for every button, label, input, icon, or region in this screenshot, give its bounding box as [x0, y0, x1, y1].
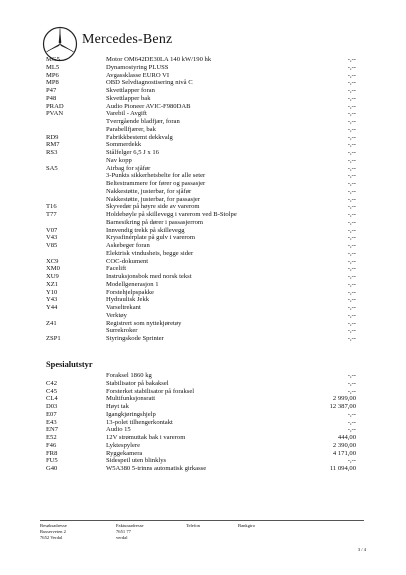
equipment-code: E52: [46, 434, 57, 441]
equipment-description: Barnesikring på dører i passasjerrom: [106, 218, 204, 226]
equipment-description: Nav kopp: [106, 156, 132, 164]
equipment-code: P47: [46, 87, 57, 94]
equipment-row: [0, 165, 406, 173]
equipment-price: -,--: [347, 280, 356, 288]
equipment-description: Skyvedør på høyre side av varerom: [106, 203, 200, 211]
equipment-price: -,--: [347, 410, 356, 418]
equipment-description: Forstehjelpspakke: [106, 288, 154, 296]
equipment-code: PVAN: [46, 110, 64, 118]
equipment-description: Parabellfjærer, bak: [106, 125, 156, 133]
equipment-price: -,--: [347, 335, 356, 342]
equipment-code: RM7: [46, 141, 60, 149]
equipment-row: [0, 134, 406, 142]
equipment-row: [0, 110, 406, 118]
equipment-description: Modellgenerasjon 1: [106, 280, 159, 288]
equipment-row: [0, 457, 406, 465]
equipment-code: Z41: [46, 319, 57, 327]
equipment-description: W5A380 5-trinns automatisk girkasse: [106, 465, 207, 472]
equipment-price: -,--: [347, 234, 356, 242]
equipment-price: -,--: [347, 387, 356, 395]
equipment-price: -,--: [347, 164, 356, 172]
equipment-code: ZSP1: [46, 335, 61, 342]
equipment-row: [0, 450, 406, 458]
equipment-price: -,--: [347, 311, 356, 319]
equipment-code: XU9: [46, 273, 59, 280]
equipment-code: C42: [46, 379, 57, 387]
equipment-description: Ryggekamera: [106, 449, 143, 457]
equipment-price: -,--: [347, 457, 356, 465]
equipment-price: -,--: [347, 418, 356, 426]
equipment-row: [0, 289, 406, 297]
equipment-row: [0, 304, 406, 312]
equipment-row: [0, 434, 406, 442]
equipment-price: -,--: [347, 87, 356, 94]
equipment-price: -,--: [347, 156, 356, 164]
equipment-row: [0, 118, 406, 126]
equipment-price: -,--: [347, 226, 356, 234]
footer-visit-address: [40, 523, 67, 541]
footer-visit-line1: Russerveien 2: [40, 529, 66, 534]
footer-invoice-address: [116, 523, 144, 541]
equipment-code: PRAD: [46, 102, 64, 110]
equipment-description: Audio Pioneer AVIC-F980DAB: [106, 102, 191, 110]
equipment-description: Surrekroker: [106, 327, 138, 335]
equipment-code: XZ1: [46, 280, 59, 288]
equipment-price: -,--: [347, 218, 356, 226]
equipment-code: G40: [46, 465, 58, 472]
equipment-price: -,--: [347, 195, 356, 203]
equipment-row: [0, 372, 406, 380]
equipment-code: P48: [46, 94, 57, 102]
equipment-price: -,--: [347, 304, 356, 311]
footer-visit-label: Besøksadresse: [40, 523, 67, 528]
equipment-price: 4 171,00: [332, 449, 356, 457]
equipment-row: [0, 196, 406, 204]
equipment-description: Elektrisk vindusheis, begge sider: [106, 249, 194, 257]
equipment-price: -,--: [347, 125, 356, 133]
equipment-price: -,--: [347, 63, 356, 71]
equipment-description: Varseltrekant: [106, 304, 141, 311]
equipment-row: [0, 242, 406, 250]
equipment-row: [0, 103, 406, 111]
equipment-price: -,--: [347, 211, 356, 218]
equipment-code: RD9: [46, 133, 59, 141]
footer-phone-label: Telefon: [186, 523, 200, 528]
equipment-code: V43: [46, 234, 58, 242]
equipment-row: [0, 188, 406, 196]
equipment-description: Stålfelger 6,5 J x 16: [106, 149, 159, 156]
equipment-price: 12 387,00: [329, 403, 356, 410]
equipment-row: [0, 172, 406, 180]
equipment-description: Skvettlapper bak: [106, 94, 151, 102]
equipment-price: -,--: [347, 133, 356, 141]
footer-invoice-line2: verdal: [116, 535, 128, 540]
equipment-price: -,--: [347, 273, 356, 280]
equipment-row: [0, 149, 406, 157]
equipment-price: -,--: [347, 257, 356, 265]
footer-bankgiro: [238, 523, 255, 529]
equipment-description: Kryssfinérplate på gulv i varerom: [106, 234, 195, 242]
equipment-row: [0, 180, 406, 188]
equipment-row: [0, 426, 406, 434]
equipment-row: [0, 403, 406, 411]
equipment-price: -,--: [347, 118, 356, 125]
equipment-row: [0, 56, 406, 64]
equipment-row: [0, 395, 406, 403]
equipment-description: Forsterket stabilisator på foraksel: [106, 387, 195, 395]
equipment-price: -,--: [347, 102, 356, 110]
equipment-row: [0, 234, 406, 242]
equipment-price: -,--: [347, 327, 356, 335]
equipment-code: V07: [46, 226, 58, 234]
equipment-code: E43: [46, 418, 57, 426]
equipment-description: Lyktespylere: [106, 441, 141, 449]
equipment-description: Skvettlapper foran: [106, 87, 155, 94]
equipment-price: -,--: [347, 56, 356, 63]
equipment-code: RS3: [46, 149, 58, 156]
equipment-price: -,--: [347, 372, 356, 379]
equipment-description: OBD Selvdiagnostisering nivå C: [106, 79, 193, 87]
equipment-description: Verktøy: [106, 311, 127, 319]
equipment-description: COC-dokument: [106, 257, 149, 265]
equipment-row: [0, 388, 406, 396]
equipment-price: -,--: [347, 71, 356, 79]
equipment-row: [0, 320, 406, 328]
standard-equipment-list: [0, 56, 406, 343]
equipment-price: -,--: [347, 426, 356, 434]
equipment-description: Motor OM642DE30LA 140 kW/190 hk: [106, 56, 212, 63]
equipment-price: -,--: [347, 319, 356, 327]
equipment-price: -,--: [347, 296, 356, 304]
equipment-row: [0, 95, 406, 103]
equipment-row: [0, 273, 406, 281]
equipment-code: C45: [46, 387, 57, 395]
equipment-code: T16: [46, 203, 57, 211]
equipment-code: XM0: [46, 265, 60, 273]
equipment-price: -,--: [347, 288, 356, 296]
equipment-description: Beltestrammere for fører og passasjer: [106, 180, 206, 187]
equipment-description: Registrert som nyttekjøretøy: [106, 319, 182, 327]
footer-visit-line2: 7652 Verdal: [40, 535, 63, 540]
equipment-description: Multifunksjonsratt: [106, 395, 156, 403]
equipment-price: -,--: [347, 187, 356, 195]
equipment-row: [0, 87, 406, 95]
equipment-description: Stabilisator på bakaksel: [106, 379, 169, 387]
equipment-row: [0, 64, 406, 72]
equipment-description: Facelift: [106, 265, 127, 273]
equipment-price: -,--: [347, 149, 356, 156]
equipment-description: Nakkestøtte, justerbar, for passasjer: [106, 195, 201, 203]
equipment-row: [0, 419, 406, 427]
equipment-row: [0, 227, 406, 235]
equipment-row: [0, 335, 406, 343]
equipment-description: Igangkjøringshjelp: [106, 410, 156, 418]
equipment-description: Høyt tak: [106, 403, 129, 410]
equipment-code: MP8: [46, 79, 59, 87]
brand-name: Mercedes-Benz: [82, 32, 173, 47]
equipment-description: Tverrgående bladfjær, foran: [106, 118, 180, 125]
section-title-special-equipment: Spesialutstyr: [46, 360, 93, 369]
equipment-description: 3-Punkts sikkerhetsbelte for alle seter: [106, 172, 206, 180]
equipment-description: Fabrikkbestemt dekkvalg: [106, 133, 173, 141]
equipment-description: 12V strømuttak bak i varerom: [106, 434, 186, 441]
equipment-row: [0, 219, 406, 227]
equipment-row: [0, 203, 406, 211]
equipment-description: Holdebøyle på skillevegg i varerom ved B-Stolpe: [106, 211, 237, 218]
equipment-description: Nakkestøtte, justerbar, for sjåfør: [106, 187, 192, 195]
equipment-price: -,--: [347, 79, 356, 87]
equipment-row: [0, 296, 406, 304]
equipment-row: [0, 312, 406, 320]
equipment-code: Y44: [46, 304, 58, 311]
equipment-price: -,--: [347, 242, 356, 249]
equipment-description: Dynamostyring PLUSS: [106, 63, 169, 71]
footer-bankgiro-label: Bankgiro: [238, 523, 256, 528]
equipment-price: -,--: [347, 249, 356, 257]
equipment-row: [0, 327, 406, 335]
equipment-code: E07: [46, 410, 57, 418]
equipment-row: [0, 157, 406, 165]
equipment-code: MP6: [46, 71, 59, 79]
equipment-code: EN7: [46, 426, 59, 434]
equipment-description: Instruksjonsbok med norsk tekst: [106, 273, 192, 280]
equipment-code: FU5: [46, 457, 58, 465]
equipment-description: Innvendig trekk på skillevegg: [106, 226, 185, 234]
equipment-code: V85: [46, 242, 58, 249]
equipment-price: 11 094,00: [329, 465, 356, 472]
equipment-description: Hydraulisk Jekk: [106, 296, 150, 304]
footer-invoice-label: Fakturaadresse: [116, 523, 144, 528]
equipment-price: 444,00: [337, 434, 356, 441]
equipment-price: 2 390,00: [332, 441, 356, 449]
equipment-price: -,--: [347, 203, 356, 211]
equipment-description: Avgassklasse EURO VI: [106, 71, 170, 79]
equipment-row: [0, 211, 406, 219]
equipment-code: SA5: [46, 164, 58, 172]
equipment-row: [0, 411, 406, 419]
equipment-row: [0, 126, 406, 134]
equipment-code: FR8: [46, 449, 58, 457]
equipment-code: XC9: [46, 257, 59, 265]
equipment-code: Y10: [46, 288, 58, 296]
equipment-code: F46: [46, 441, 57, 449]
equipment-description: Sommerdekk: [106, 141, 142, 149]
equipment-code: D03: [46, 403, 58, 410]
special-equipment-list: [0, 372, 406, 473]
equipment-price: -,--: [347, 379, 356, 387]
equipment-code: T77: [46, 211, 57, 218]
equipment-price: -,--: [347, 141, 356, 149]
equipment-price: -,--: [347, 265, 356, 273]
equipment-price: -,--: [347, 94, 356, 102]
page-number: 3 / 4: [357, 547, 366, 552]
equipment-code: MG5: [46, 56, 60, 63]
equipment-row: [0, 442, 406, 450]
equipment-price: -,--: [347, 172, 356, 180]
equipment-row: [0, 79, 406, 87]
equipment-description: Foraksel 1860 kg: [106, 372, 152, 379]
footer-divider: [40, 520, 364, 521]
equipment-row: [0, 281, 406, 289]
equipment-price: -,--: [347, 110, 356, 118]
equipment-row: [0, 72, 406, 80]
equipment-description: Sidespeil uten blinklys: [106, 457, 167, 465]
equipment-price: 2 999,00: [332, 395, 356, 403]
equipment-price: -,--: [347, 180, 356, 187]
equipment-code: Y43: [46, 296, 58, 304]
equipment-description: Audio 15: [106, 426, 131, 434]
equipment-code: ML5: [46, 63, 60, 71]
footer-invoice-line1: 7651 77: [116, 529, 131, 534]
equipment-row: [0, 380, 406, 388]
equipment-code: CL4: [46, 395, 58, 403]
equipment-row: [0, 465, 406, 473]
equipment-row: [0, 265, 406, 273]
equipment-row: [0, 258, 406, 266]
equipment-description: Airbag for sjåfør: [106, 164, 151, 172]
equipment-row: [0, 250, 406, 258]
equipment-description: 13-polet tilhengerkontakt: [106, 418, 173, 426]
equipment-description: Styringskode Sprinter: [106, 335, 164, 342]
footer-phone: [186, 523, 200, 529]
equipment-description: Askebeger foran: [106, 242, 150, 249]
equipment-row: [0, 141, 406, 149]
equipment-description: Varebil - Avgift: [106, 110, 147, 118]
